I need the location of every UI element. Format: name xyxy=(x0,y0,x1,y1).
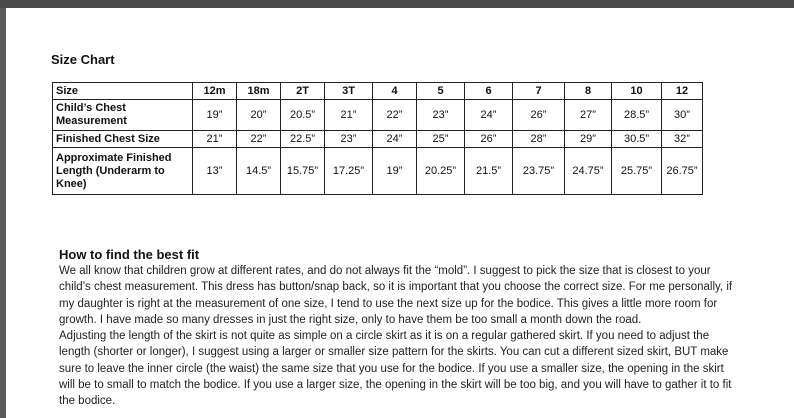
header-cell: 7 xyxy=(513,83,565,100)
header-cell: 5 xyxy=(417,83,465,100)
table-cell: 24” xyxy=(373,131,417,148)
table-cell: 19” xyxy=(193,100,237,131)
table-cell: 22” xyxy=(373,100,417,131)
table-cell: 26.75” xyxy=(662,148,703,195)
row-label: Child’s Chest Measurement xyxy=(53,100,193,131)
paragraph: Adjusting the length of the skirt is not quite as simple on a circle skirt as it is on a regular gathered skirt. If you need to adjust the length (shorter or longer), I suggest using a larger or smaller size pattern for the skirts. You can cut a different sized skirt, BUT make sure to leave the inner circle (the waist) the same size that you use for the bodice. If you use a smaller size, the opening in the skirt will be to small to match the bodice. If you use a larger size, the opening in the skirt will be too big, and you will have to gather it to fit the bodice. xyxy=(59,330,732,408)
table-cell: 29” xyxy=(565,131,612,148)
table-cell: 19” xyxy=(373,148,417,195)
header-cell: 12 xyxy=(662,83,703,100)
table-cell: 15.75” xyxy=(281,148,325,195)
table-cell: 13” xyxy=(193,148,237,195)
header-cell: 10 xyxy=(612,83,662,100)
table-cell: 21” xyxy=(325,100,373,131)
size-chart-title: Size Chart xyxy=(51,52,115,67)
header-cell: 12m xyxy=(193,83,237,100)
table-cell: 25” xyxy=(417,131,465,148)
table-cell: 28” xyxy=(513,131,565,148)
table-cell: 24.75” xyxy=(565,148,612,195)
row-label: Finished Chest Size xyxy=(53,131,193,148)
document-page xyxy=(0,8,794,418)
page-shadow-edge xyxy=(0,8,6,418)
table-cell: 24” xyxy=(465,100,513,131)
table-cell: 30.5” xyxy=(612,131,662,148)
table-row xyxy=(53,131,703,148)
table-row xyxy=(53,100,703,131)
header-cell: 18m xyxy=(237,83,281,100)
table-cell: 20” xyxy=(237,100,281,131)
table-cell: 23.75” xyxy=(513,148,565,195)
table-cell: 21.5” xyxy=(465,148,513,195)
table-cell: 27” xyxy=(565,100,612,131)
fit-section-body xyxy=(59,263,739,410)
header-cell: 8 xyxy=(565,83,612,100)
paragraph: We all know that children grow at different rates, and do not always fit the “mold”. I suggest to pick the size that is closest to your child’s chest measurement. This dress has button/snap back, so it is important that you choose the correct size. For me personally, if my daughter is right at the measurement of one size, I tend to use the next size up for the bodice. This gives a little more room for growth. I have made so many dresses in just the right size, only to have them be too small a month down the road. xyxy=(59,265,733,326)
table-cell: 22.5” xyxy=(281,131,325,148)
table-cell: 20.5” xyxy=(281,100,325,131)
table-cell: 25.75” xyxy=(612,148,662,195)
header-cell: 4 xyxy=(373,83,417,100)
header-cell: Size xyxy=(53,83,193,100)
table-cell: 32” xyxy=(662,131,703,148)
fit-section-heading: How to find the best fit xyxy=(59,247,200,262)
table-cell: 20.25” xyxy=(417,148,465,195)
table-cell: 26” xyxy=(465,131,513,148)
table-cell: 28.5” xyxy=(612,100,662,131)
table-cell: 21” xyxy=(193,131,237,148)
table-cell: 23” xyxy=(417,100,465,131)
header-cell: 6 xyxy=(465,83,513,100)
row-label: Approximate Finished Length (Underarm to Knee) xyxy=(53,148,193,195)
table-cell: 14.5” xyxy=(237,148,281,195)
header-cell: 2T xyxy=(281,83,325,100)
table-cell: 26” xyxy=(513,100,565,131)
table-row xyxy=(53,148,703,195)
header-cell: 3T xyxy=(325,83,373,100)
table-cell: 17.25” xyxy=(325,148,373,195)
table-cell: 22” xyxy=(237,131,281,148)
table-cell: 23” xyxy=(325,131,373,148)
table-header-row xyxy=(53,83,703,100)
table-cell: 30” xyxy=(662,100,703,131)
size-chart-table xyxy=(52,82,703,195)
